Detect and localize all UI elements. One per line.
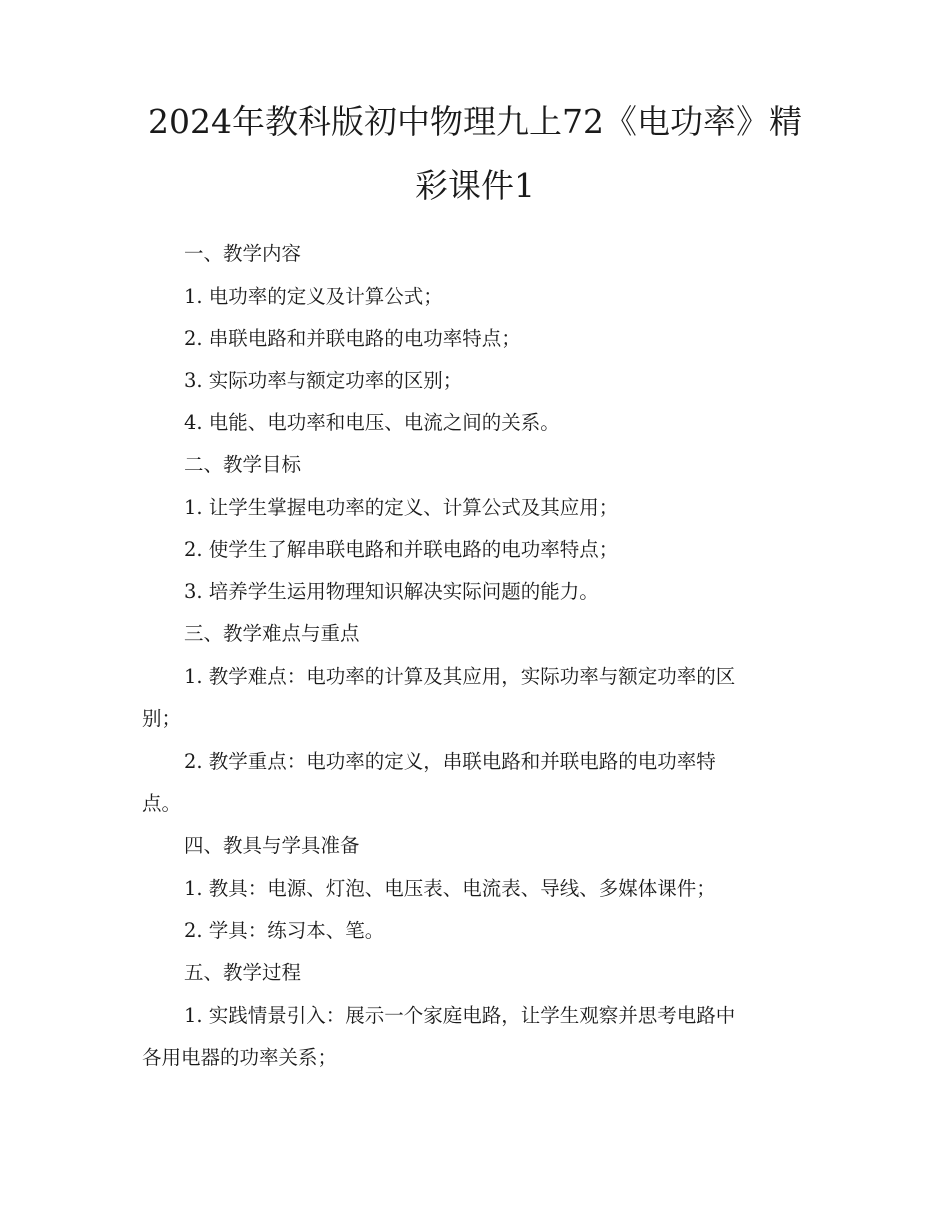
section-heading-materials: 四、教具与学具准备	[184, 834, 360, 857]
key-point-item-2-continued: 点。	[142, 792, 182, 815]
materials-item-2: 2. 学具：练习本、笔。	[184, 919, 385, 942]
key-point-item-1-continued: 别；	[142, 707, 182, 730]
process-item-1: 1. 实践情景引入：展示一个家庭电路，让学生观察并思考电路中	[184, 1004, 736, 1027]
document-title-line-1: 2024年教科版初中物理九上72《电功率》精	[148, 102, 802, 141]
section-heading-goals: 二、教学目标	[184, 453, 302, 476]
goal-item-2: 2. 使学生了解串联电路和并联电路的电功率特点；	[184, 538, 619, 561]
document-title-line-2: 彩课件1	[415, 166, 535, 205]
goal-item-3: 3. 培养学生运用物理知识解决实际问题的能力。	[184, 580, 599, 603]
process-item-1-continued: 各用电器的功率关系；	[142, 1046, 338, 1069]
section-heading-key-points: 三、教学难点与重点	[184, 622, 360, 645]
goal-item-1: 1. 让学生掌握电功率的定义、计算公式及其应用；	[184, 496, 619, 519]
section-heading-content: 一、教学内容	[184, 242, 302, 265]
section-heading-process: 五、教学过程	[184, 961, 302, 984]
key-point-item-1: 1. 教学难点：电功率的计算及其应用，实际功率与额定功率的区	[184, 665, 736, 688]
content-item-1: 1. 电功率的定义及计算公式；	[184, 285, 443, 308]
content-item-2: 2. 串联电路和并联电路的电功率特点；	[184, 327, 521, 350]
key-point-item-2: 2. 教学重点：电功率的定义，串联电路和并联电路的电功率特	[184, 750, 716, 773]
content-item-4: 4. 电能、电功率和电压、电流之间的关系。	[184, 411, 560, 434]
materials-item-1: 1. 教具：电源、灯泡、电压表、电流表、导线、多媒体课件；	[184, 877, 716, 900]
content-item-3: 3. 实际功率与额定功率的区别；	[184, 369, 463, 392]
